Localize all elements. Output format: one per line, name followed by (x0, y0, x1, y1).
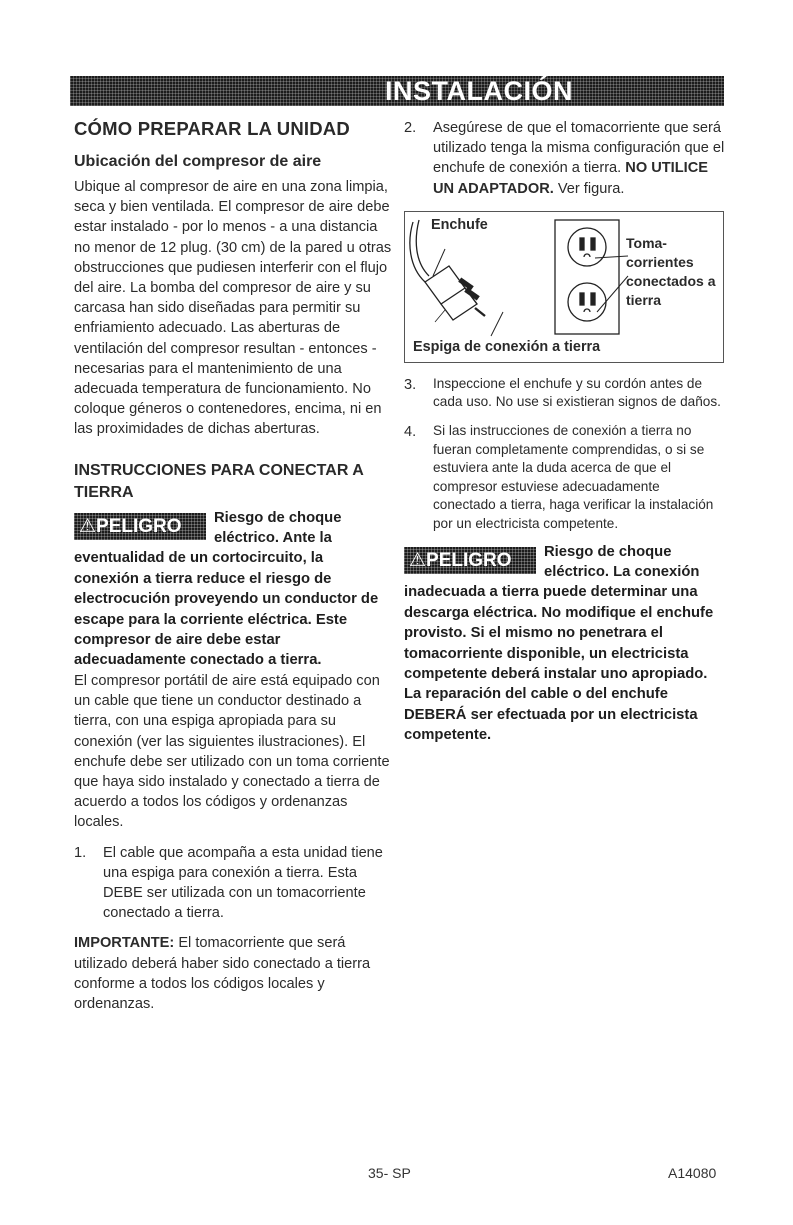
danger-warning-text: Riesgo de choque eléctrico. La conexión inadecuada a tierra puede determinar una descarga eléctrica. No modifique el enchufe provisto. Si el mismo no penetrara el tomacorriente disponible, un electricista competente deberá instalar uno apropiado. (404, 543, 714, 682)
outlet-label: Toma-corrientes conectados a tierra (626, 234, 716, 308)
plug-outlet-illustration (405, 212, 723, 362)
list-item (74, 843, 392, 924)
danger-warning-connection (404, 542, 726, 746)
danger-badge (74, 513, 206, 540)
danger-warning-grounding (74, 508, 392, 671)
danger-warning-text-repair: La reparación del cable o del enchufe DEBERÁ ser efectuada por un electricista competente. (404, 686, 698, 744)
important-note (74, 933, 392, 1014)
outlet-icon (555, 220, 619, 334)
danger-warning-text: Riesgo de choque eléctrico. Ante la eventualidad de un cortocircuito, la conexión a tierra reduce el riesgo de electrocución proveyendo un conductor de escape para la corriente eléctrica. Este compresor de aire debe estar adecuadamente conectado a tierra. (74, 509, 379, 669)
pin-pointer-line (491, 312, 503, 336)
plug-label: Enchufe (431, 216, 488, 233)
outlet-pointer-line (597, 276, 628, 312)
left-column (74, 118, 392, 1014)
plug-icon (410, 220, 485, 322)
document-code: A14080 (668, 1165, 717, 1181)
list-item-number: 2. (404, 120, 417, 136)
list-item (404, 118, 726, 199)
item2-text: Asegúrese de que el tomacorriente que será utilizado tenga la misma configuración que el enchufe de conexión a tierra. (433, 120, 725, 177)
grounding-paragraph: El compresor portátil de aire está equipado con un cable que tiene un conductor destinado a tierra, con una espiga apropiada para su conexión (ver las siguientes ilustraciones). El enchufe debe ser utilizado con un toma corriente que haya sido instalado y conectado a tierra de acuerdo a todos los códigos y ordenanzas locales. (74, 672, 390, 831)
list-item-text (433, 118, 726, 199)
location-paragraph: Ubique al compresor de aire en una zona limpia, seca y bien ventilada. El compresor de aire debe estar instalado - por lo menos - a una distancia no menor de 12 plug. (30 cm) de la pared u otras obstrucciones que pudiesen interferir con el flujo del aire. La bomba del compresor de aire y su carcasa han sido diseñadas para permitir su enfriamiento adecuado. Las aberturas de ventilación del compresor resultan - entonces - necesarias para el mantenimiento de una adecuada temperatura de funcionamiento. No coloque géneros o contenedores, encima, ni en las proximidades de dichas aberturas. (74, 179, 392, 438)
important-text: El tomacorriente que será utilizado deberá haber sido conectado a tierra conforme a todos los códigos locales y ordenanzas. (74, 935, 371, 1012)
item2-tail: Ver figura. (553, 180, 625, 197)
no-adapter-text: NO UTILICE UN ADAPTADOR. (433, 160, 708, 197)
list-item (404, 422, 726, 534)
danger-badge-label: ⚠PELIGRO (409, 549, 512, 571)
danger-badge-label: ⚠PELIGRO (79, 515, 182, 537)
ground-pin-label: Espiga de conexión a tierra (413, 338, 601, 355)
danger-badge (404, 547, 536, 574)
list-item (404, 375, 726, 412)
important-label: IMPORTANTE: (74, 935, 175, 952)
grounding-heading: INSTRUCCIONES PARA CONECTAR A TIERRA (74, 461, 364, 501)
list-item-number: 4. (404, 424, 417, 440)
right-column (404, 118, 726, 746)
list-item-text: El cable que acompaña a esta unidad tiene una espiga para conexión a tierra. Esta DEBE ser utilizada con un tomacorriente conectado a tierra. (103, 844, 383, 922)
section-banner (70, 76, 724, 106)
list-item-number: 3. (404, 376, 417, 393)
location-subheading: Ubicación del compresor de aire (74, 153, 322, 170)
list-item-text: Si las instrucciones de conexión a tierra no fueran completamente comprendidas, o si se estuviera ante la duda acerca de que el compresor estuviese adecuadamente conectado a tierra, haga verificar la instalación por un electricista competente. (433, 423, 714, 531)
plug-outlet-figure (404, 211, 724, 363)
page-number: 35- SP (368, 1165, 411, 1181)
prepare-unit-heading: CÓMO PREPARAR LA UNIDAD (74, 118, 350, 139)
list-item-number: 1. (74, 844, 87, 861)
section-title: INSTALACIÓN (385, 76, 573, 106)
outlet-pointer-line (595, 256, 628, 258)
list-item-text: Inspeccione el enchufe y su cordón antes de cada uso. No use si existieran signos de daños. (433, 375, 721, 410)
